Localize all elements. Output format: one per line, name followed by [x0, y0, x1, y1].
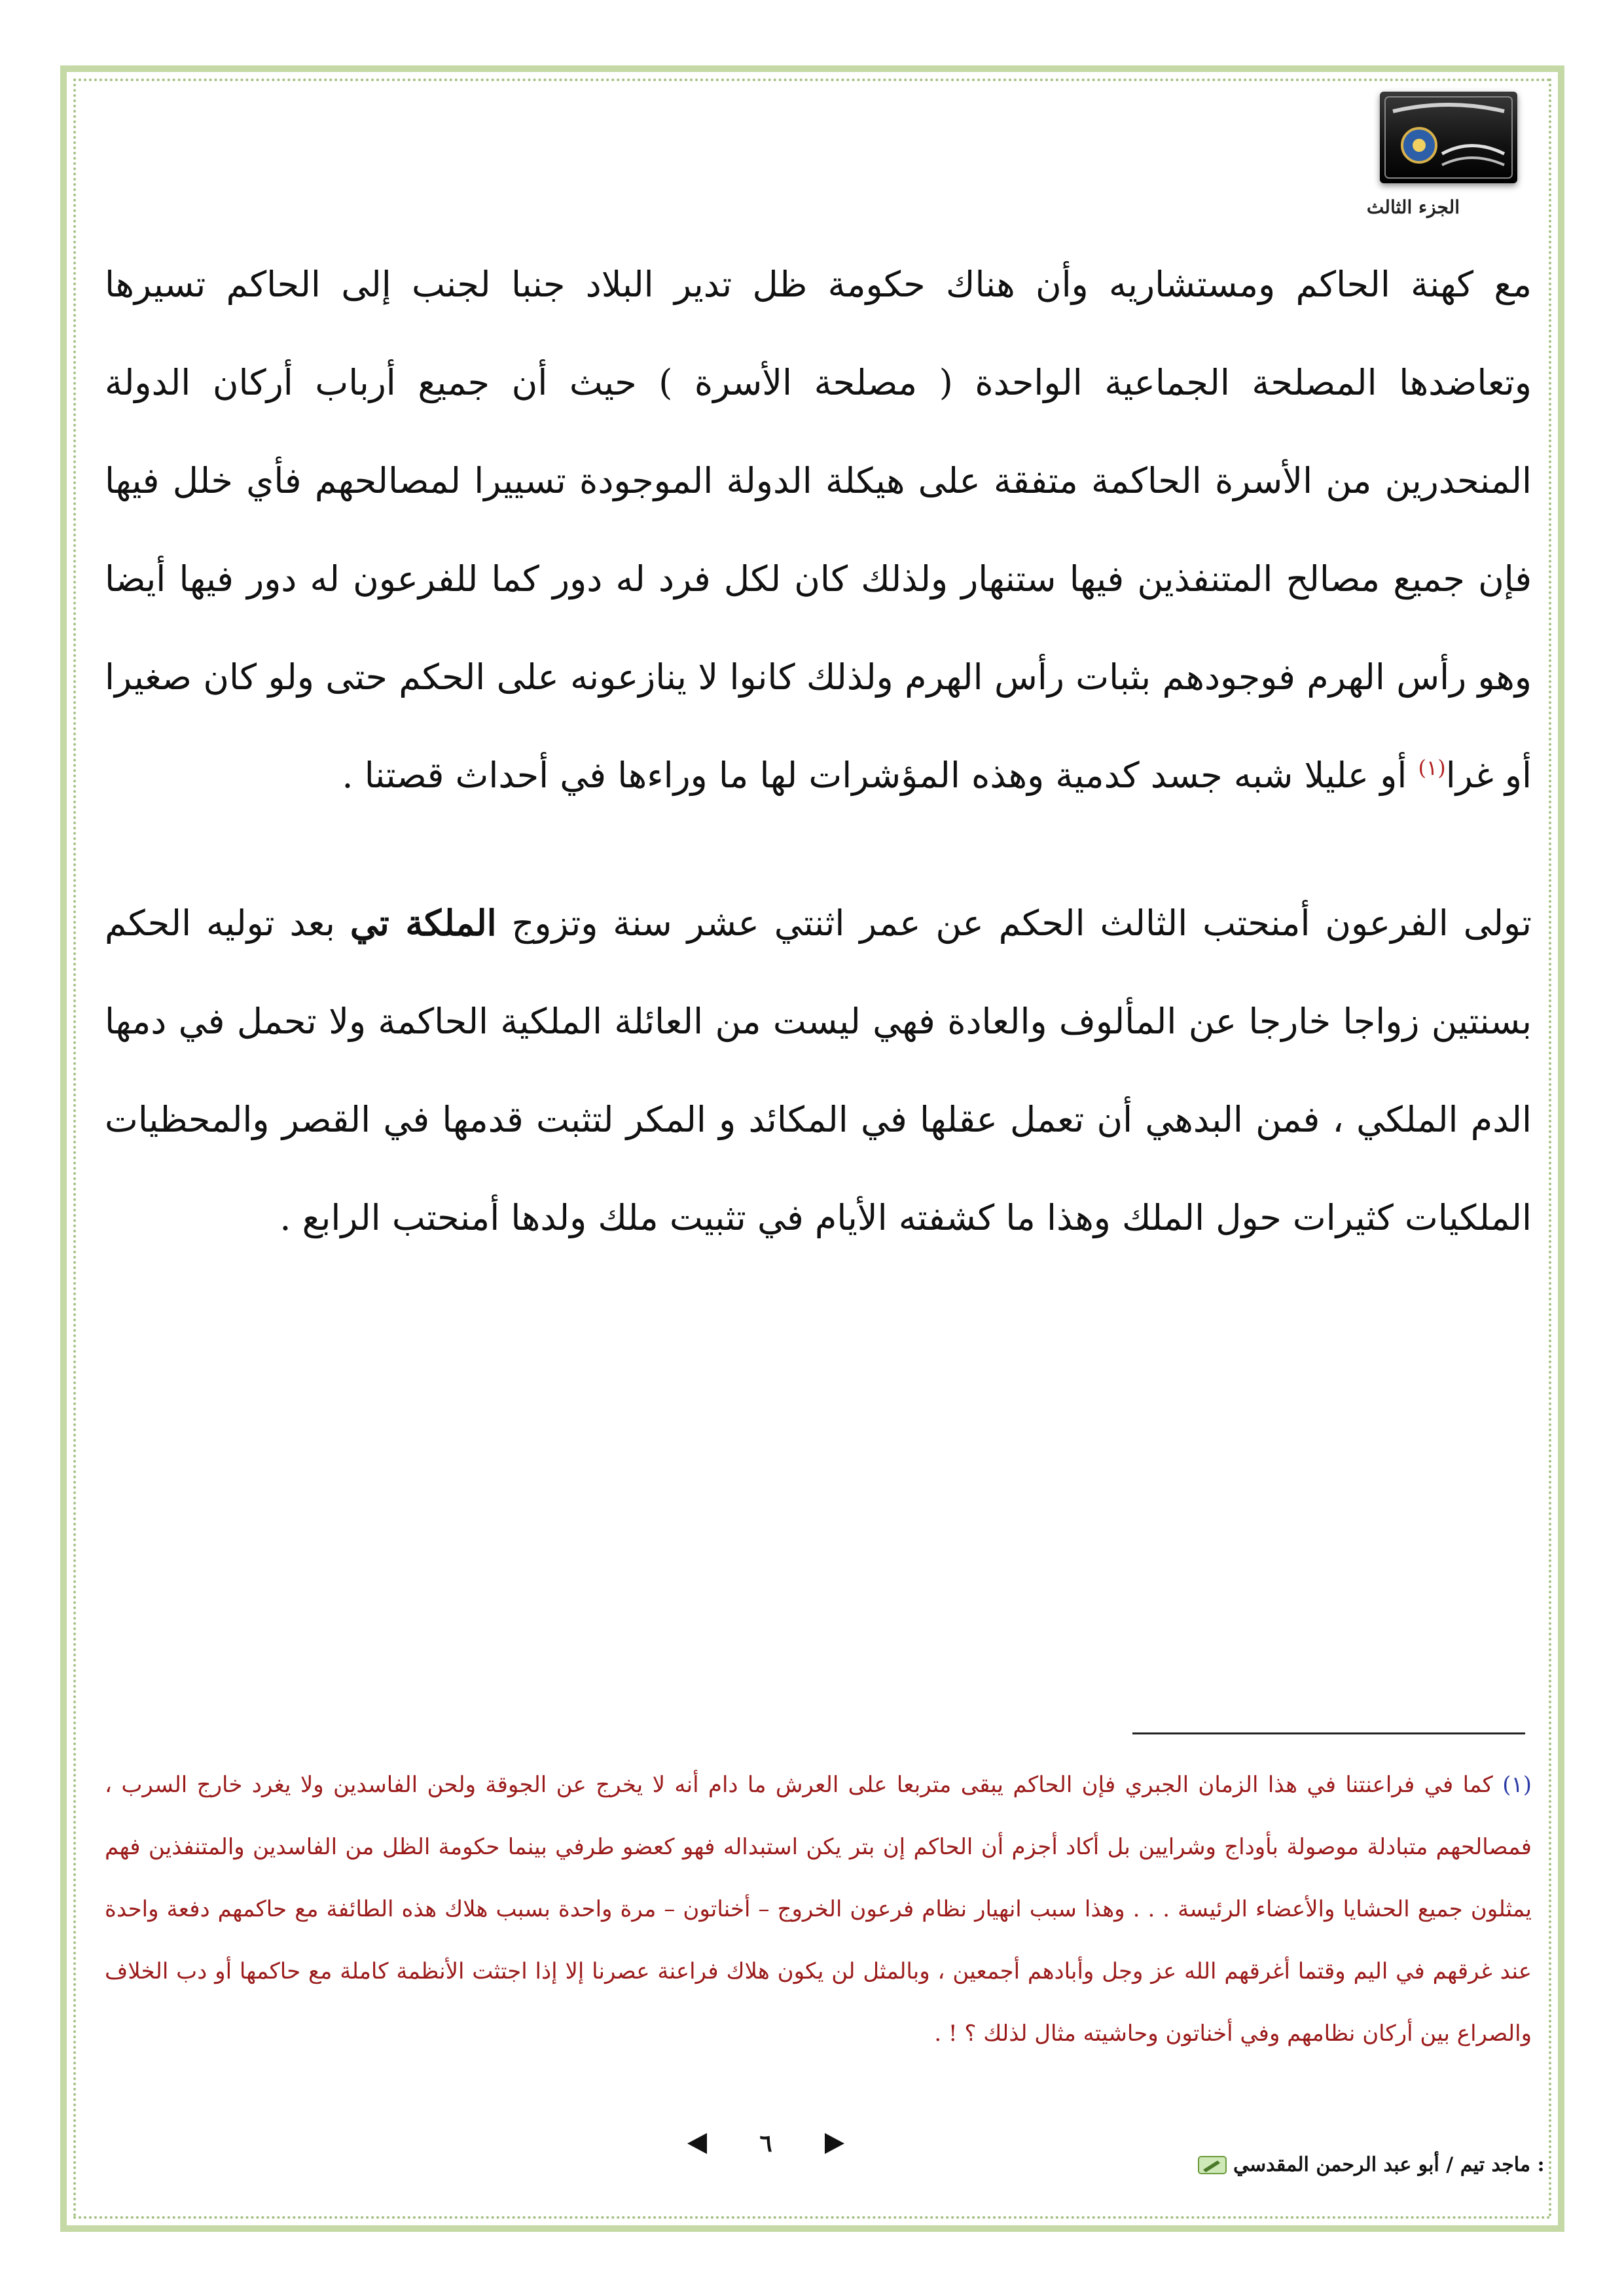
queen-tiye-name: الملكة تي — [350, 902, 497, 944]
paragraph-1 — [105, 236, 1532, 825]
p1-line-6: المؤشرات لها ما وراءها في أحداث قصتنا . — [342, 755, 960, 796]
author-credit — [1198, 2153, 1545, 2176]
footnote-text: كما في فراعنتنا في هذا الزمان الجبري فإن الحاكم يبقى متربعا على العرش ما دام أنه لا يخرج عن الجوقة ولحن الفاسدين ولا يغرد خارج السرب ، فمصالحهم متبادلة موصولة بأوداج وشرايين بل أكاد أجزم أن الحاكم إن بتر يكن استبداله فهو كعضو طرفي بينما حكومة الظل من الفاسدين والمتنفذين فهم يمثلون جميع الحشايا والأعضاء الرئيسة . . . وهذا سبب انهيار نظام فرعون الخروج – أخناتون – مرة واحدة بسبب هلاك هذه الطائفة مع حاكمهم دفعة واحدة عند غرقهم في اليم وقتما أغرقهم الله عز وجل وأبادهم أجمعين ، وبالمثل لن يكون هلاك فراعنة عصرنا إلا إذا اجتثت الأنظمة كاملة مع حاكمها أو دب الخلاف والصراع بين أركان نظامهم وفي أخناتون وحاشيته مثال لذلك ؟ ! . — [105, 1772, 1532, 2047]
footnote-number: (١) — [1502, 1772, 1532, 1798]
p1-line-1: مع كهنة الحاكم ومستشاريه وأن هناك حكومة ظل تدير البلاد جنبا لجنب إلى الحاكم تسيرها وتعاضدها — [105, 264, 1532, 403]
previous-page-arrow-icon[interactable] — [687, 2133, 707, 2154]
page-number: ٦ — [759, 2130, 772, 2157]
footnote-separator — [1132, 1732, 1525, 1734]
book-logo-icon — [1380, 92, 1517, 183]
page-navigation — [687, 2124, 844, 2163]
p1-line-3: الحاكمة متفقة على هيكلة الدولة الموجودة تسييرا لمصالحهم فأي خلل فيها فإن جميع مصالح المتنفذين فيها — [105, 460, 1532, 600]
p2-text-end: بعد توليه الحكم بسنتين زواجا خارجا عن المألوف والعادة فهي ليست من العائلة الملكية الحاكمة ولا تحمل في دمها الدم الملكي ، فمن البدهي أن تعمل عقلها في المكائد و المكر لتثبت قدمها في القصر والمحظيات الملكيات كثيرات حول الملك وهذا ما كشفته الأيام في تثبيت ملك ولدها أمنحتب الرابع . — [105, 903, 1532, 1238]
p1-line-5-end: أو عليلا شبه جسد كدمية وهذه — [971, 755, 1418, 796]
footnote-reference[interactable]: (١) — [1418, 755, 1446, 780]
p2-text-start: تولى الفرعون أمنحتب الثالث الحكم عن عمر اثنتي عشر سنة وتزوج — [496, 903, 1532, 944]
next-page-arrow-icon[interactable] — [825, 2133, 844, 2154]
p1-line-4: ستنهار ولذلك كان لكل فرد له دور كما للفرعون له دور فيها أيضا وهو رأس الهرم فوجودهم بثبات رأس الهرم — [105, 558, 1532, 698]
main-text — [105, 236, 1532, 1267]
pencil-icon — [1198, 2155, 1227, 2175]
volume-label: الجزء الثالث — [1366, 196, 1460, 218]
paragraph-2 — [105, 874, 1532, 1267]
author-name: : ماجد تيم / أبو عبد الرحمن المقدسي — [1233, 2153, 1545, 2176]
p1-line-5-start: ولذلك كانوا لا ينازعونه على الحكم حتى ولو كان صغيرا أو غرا — [105, 656, 1532, 796]
p1-line-2: المصلحة الجماعية الواحدة ( مصلحة الأسرة ) حيث أن جميع أرباب أركان الدولة المنحدرين من الأسرة — [105, 362, 1532, 501]
logo-graphic — [1380, 92, 1517, 183]
footnote — [105, 1754, 1532, 2065]
